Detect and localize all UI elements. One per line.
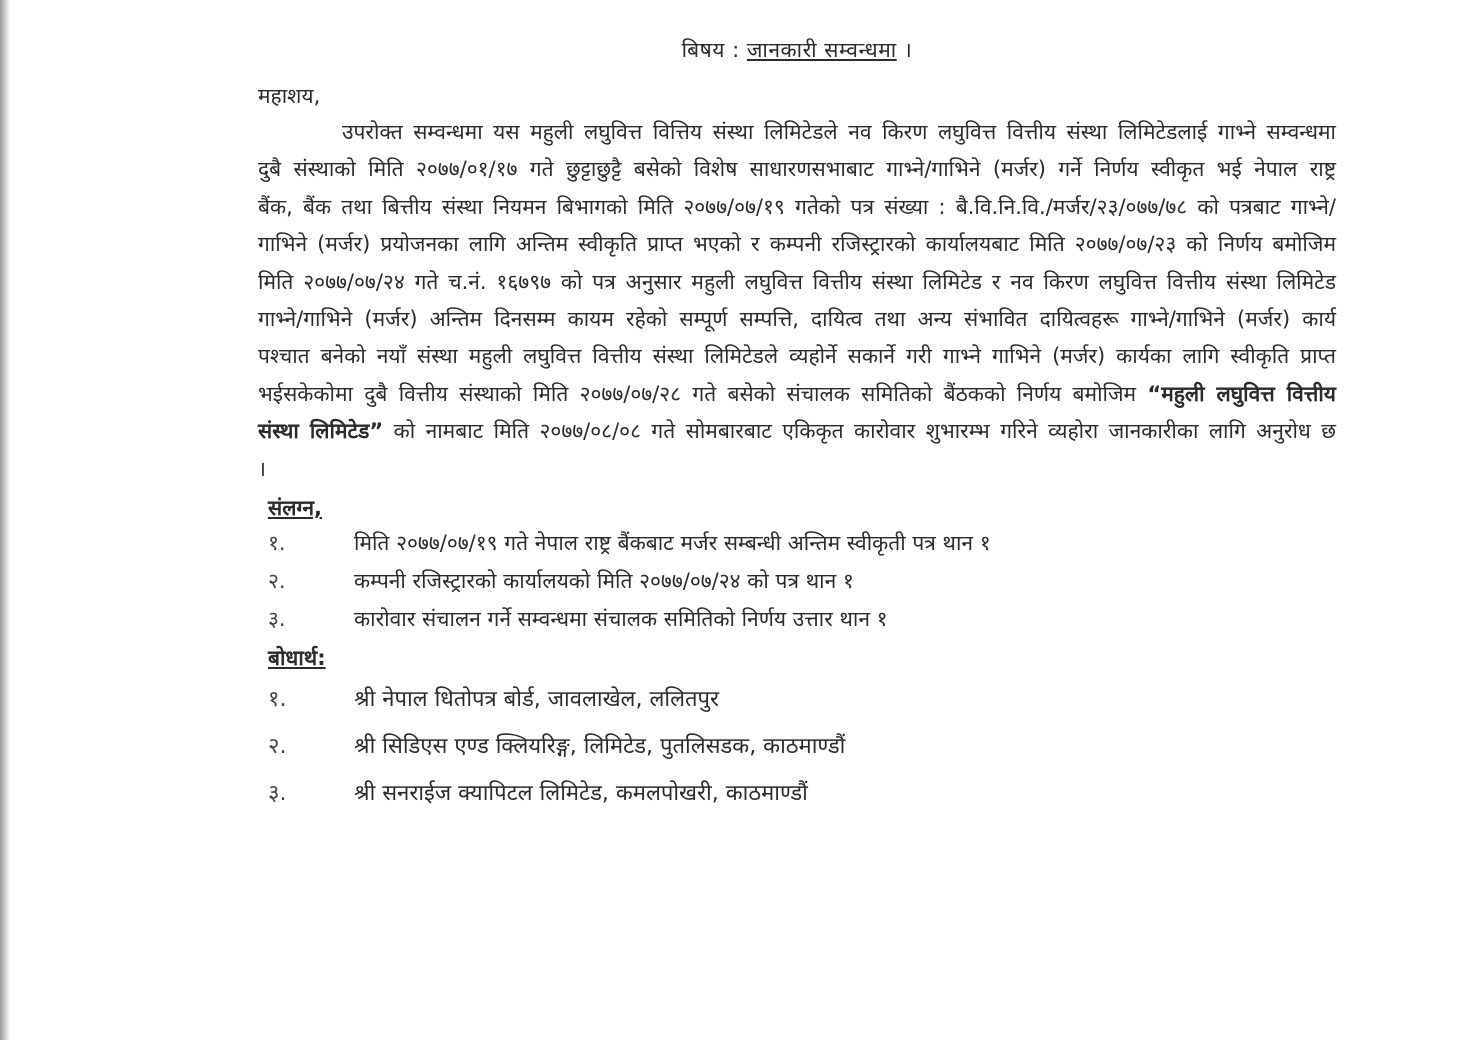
item-text: श्री सिडिएस एण्ड क्लियरिङ्ग, लिमिटेड, पुतलिसडक, काठमाण्डौं [354, 733, 846, 759]
body-paragraph [258, 114, 1336, 488]
item-text: श्री नेपाल धितोपत्र बोर्ड, जावलाखेल, ललितपुर [354, 686, 720, 712]
item-number: ३. [268, 780, 287, 806]
item-number: २. [268, 733, 287, 759]
list-item [258, 562, 1336, 600]
item-text: मिति २०७७/०७/१९ गते नेपाल राष्ट्र बैंकबाट मर्जर सम्बन्धी अन्तिम स्वीकृती पत्र थान १ [354, 531, 991, 556]
subject-line [258, 36, 1336, 64]
item-number: १. [268, 531, 286, 556]
salutation: महाशय, [258, 84, 321, 108]
item-text: श्री सनराईज क्यापिटल लिमिटेड, कमलपोखरी, काठमाण्डौं [354, 780, 808, 806]
item-number: २. [268, 569, 286, 594]
list-item [258, 768, 1336, 815]
attachments-heading: संलग्न, [268, 496, 322, 521]
subject-end: । [903, 38, 913, 62]
item-number: ३. [268, 607, 286, 632]
subject-text: जानकारी सम्वन्धमा [746, 38, 897, 62]
subject-label: बिषय : [681, 38, 740, 62]
item-text: कम्पनी रजिस्ट्रारको कार्यालयको मिति २०७७/०७/२४ को पत्र थान १ [354, 569, 854, 594]
body-text-before: उपरोक्त सम्वन्धमा यस महुली लघुवित्त वित्तिय संस्था लिमिटेडले नव किरण लघुवित्त वित्तीय संस्था लिमिटेडलाई गाभ्ने सम्वन्धमा दुबै संस्थाको मिति २०७७/०१/१७ गते छुट्टाछुट्टै बसेको विशेष साधारणसभाबाट गाभ्ने/गाभिने (मर्जर) गर्ने निर्णय स्वीकृत भई नेपाल राष्ट्र बैंक, बैंक तथा बित्तीय संस्था नियमन बिभागको मिति २०७७/०७/१९ गतेको पत्र संख्या : बै.वि.नि.वि./मर्जर/२३/०७७/७८ को पत्रबाट गाभ्ने/गाभिने (मर्जर) प्रयोजनका लागि अन्तिम स्वीकृति प्राप्त भएको र कम्पनी रजिस्ट्रारको कार्यालयबाट मिति २०७७/०७/२३ को निर्णय बमोजिम मिति २०७७/०७/२४ गते च.नं. १६७९७ को पत्र अनुसार महुली लघुवित्त वित्तीय संस्था लिमिटेड र नव किरण लघुवित्त वित्तीय संस्था लिमिटेड गाभ्ने/गाभिने (मर्जर) अन्तिम दिनसम्म कायम रहेको सम्पूर्ण सम्पत्ति, दायित्व तथा अन्य संभावित दायित्वहरू गाभ्ने/गाभिने (मर्जर) कार्य पश्चात बनेको नयाँ संस्था महुली लघुवित्त वित्तीय संस्था लिमिटेडले व्यहोर्ने सकार्ने गरी गाभ्ने गाभिने (मर्जर) कार्यका लागि स्वीकृति प्राप्त भईसकेकोमा दुबै वित्तीय संस्थाको मिति २०७७/०७/२८ गते बसेको संचालक समितिको बैंठकको निर्णय बमोजिम [258, 120, 1336, 406]
body-bold-name: “महुली लघुवित्त वित्तीय संस्था लिमिटेड” [258, 381, 1336, 444]
scan-edge-shadow [0, 0, 10, 1040]
item-number: १. [268, 686, 287, 712]
list-item [258, 600, 1336, 638]
cc-list [258, 674, 1336, 815]
body-text-after: को नामबाट मिति २०७७/०८/०८ गते सोमबारबाट एकिकृत कारोवार शुभारम्भ गरिने व्यहोरा जानकारीका लागि अनुरोध छ । [258, 419, 1336, 481]
cc-heading: बोधार्थ: [268, 646, 326, 671]
list-item [258, 721, 1336, 768]
list-item [258, 524, 1336, 562]
attachments-list [258, 524, 1336, 638]
letter-page [258, 36, 1336, 815]
list-item [258, 674, 1336, 721]
item-text: कारोवार संचालन गर्ने सम्वन्धमा संचालक समितिको निर्णय उत्तार थान १ [354, 607, 888, 632]
